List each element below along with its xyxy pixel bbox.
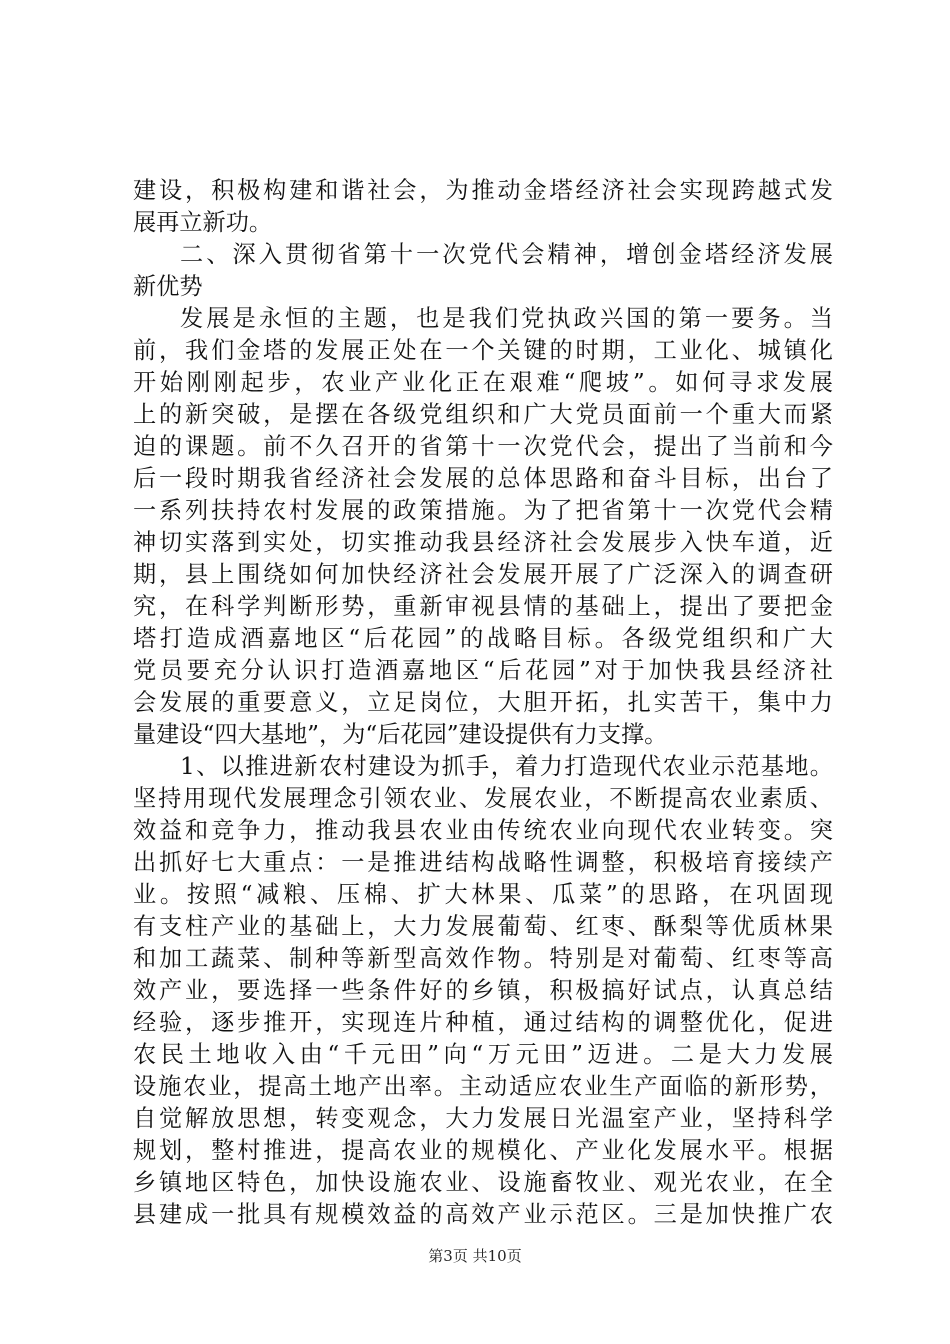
text-line: 1、以推进新农村建设为抓手，着力打造现代农业示范基地。 (180, 753, 833, 780)
section-heading-continued: 新优势 (133, 273, 203, 300)
text-line: 塔打造成酒嘉地区“后花园”的战略目标。各级党组织和广大 (133, 625, 833, 652)
text-line: 坚持用现代发展理念引领农业、发展农业，不断提高农业素质、 (133, 785, 833, 812)
text-line: 一系列扶持农村发展的政策措施。为了把省第十一次党代会精 (133, 497, 833, 524)
text-line: 会发展的重要意义，立足岗位，大胆开拓，扎实苦干，集中力 (133, 689, 833, 716)
page-footer: 第3页 共10页 (428, 1247, 522, 1265)
text-line: 发展是永恒的主题，也是我们党执政兴国的第一要务。当 (180, 305, 833, 332)
text-line: 后一段时期我省经济社会发展的总体思路和奋斗目标，出台了 (133, 465, 833, 492)
text-line: 效益和竞争力，推动我县农业由传统农业向现代农业转变。突 (133, 817, 833, 844)
text-line: 设施农业，提高土地产出率。主动适应农业生产面临的新形势， (133, 1073, 833, 1100)
text-line: 规划，整村推进，提高农业的规模化、产业化发展水平。根据 (133, 1137, 833, 1164)
text-line: 开始刚刚起步，农业产业化正在艰难“爬坡”。如何寻求发展 (133, 369, 833, 396)
text-line: 前，我们金塔的发展正处在一个关键的时期，工业化、城镇化 (133, 337, 833, 364)
section-heading: 二、深入贯彻省第十一次党代会精神，增创金塔经济发展 (180, 241, 833, 268)
text-line: 究，在科学判断形势，重新审视县情的基础上，提出了要把金 (133, 593, 833, 620)
text-line: 量建设“四大基地”，为“后花园”建设提供有力支撑。 (133, 721, 668, 748)
text-line: 县建成一批具有规模效益的高效产业示范区。三是加快推广农 (133, 1201, 833, 1228)
text-line: 展再立新功。 (133, 209, 273, 236)
text-line: 神切实落到实处，切实推动我县经济社会发展步入快车道，近 (133, 529, 833, 556)
text-line: 有支柱产业的基础上，大力发展葡萄、红枣、酥梨等优质林果 (133, 913, 833, 940)
document-body (133, 175, 833, 1231)
text-line: 党员要充分认识打造酒嘉地区“后花园”对于加快我县经济社 (133, 657, 833, 684)
text-line: 迫的课题。前不久召开的省第十一次党代会，提出了当前和今 (133, 433, 833, 460)
text-line: 期，县上围绕如何加快经济社会发展开展了广泛深入的调查研 (133, 561, 833, 588)
text-line: 效产业，要选择一些条件好的乡镇，积极搞好试点，认真总结 (133, 977, 833, 1004)
text-line: 业。按照“减粮、压棉、扩大林果、瓜菜”的思路，在巩固现 (133, 881, 833, 908)
text-line: 上的新突破，是摆在各级党组织和广大党员面前一个重大而紧 (133, 401, 833, 428)
text-line: 经验，逐步推开，实现连片种植，通过结构的调整优化，促进 (133, 1009, 833, 1036)
text-line: 和加工蔬菜、制种等新型高效作物。特别是对葡萄、红枣等高 (133, 945, 833, 972)
text-line: 出抓好七大重点：一是推进结构战略性调整，积极培育接续产 (133, 849, 833, 876)
text-line: 建设，积极构建和谐社会，为推动金塔经济社会实现跨越式发 (133, 177, 833, 204)
text-line: 农民土地收入由“千元田”向“万元田”迈进。二是大力发展 (133, 1041, 833, 1068)
text-line: 乡镇地区特色，加快设施农业、设施畜牧业、观光农业，在全 (133, 1169, 833, 1196)
text-line: 自觉解放思想，转变观念，大力发展日光温室产业，坚持科学 (133, 1105, 833, 1132)
